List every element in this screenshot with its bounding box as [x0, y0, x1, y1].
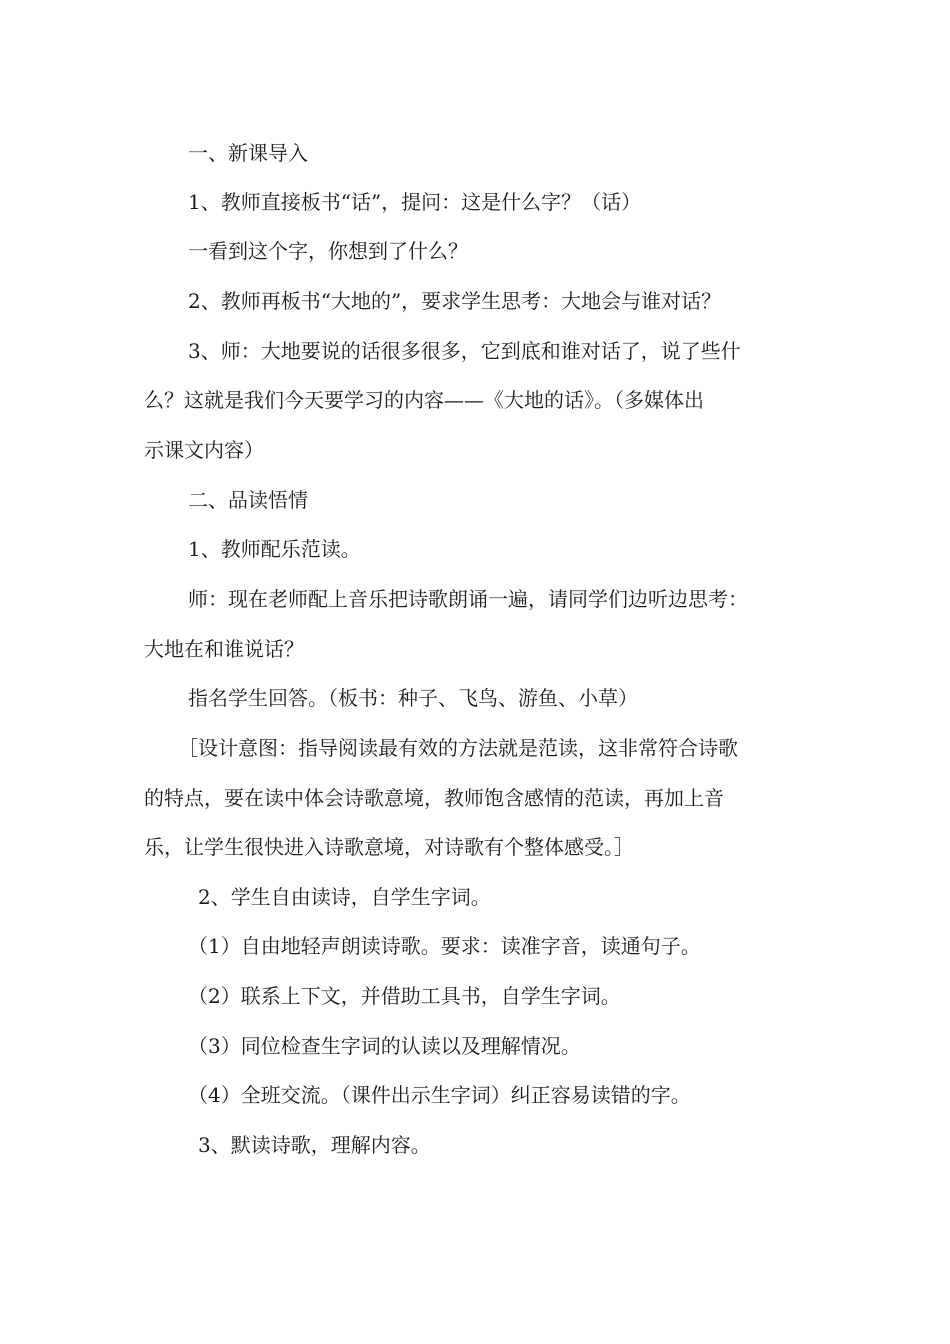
list-item: （1）自由地轻声朗读诗歌。要求：读准字音，读通句子。 [188, 934, 701, 958]
section-heading-intro: 一、新课导入 [188, 141, 308, 165]
paragraph-line: 师：现在老师配上音乐把诗歌朗诵一遍，请同学们边听边思考： [188, 587, 748, 611]
list-item: （2）联系上下文，并借助工具书，自学生字词。 [188, 984, 621, 1008]
design-note-line: 乐，让学生很快进入诗歌意境，对诗歌有个整体感受。］ [144, 835, 634, 859]
paragraph-line: 3、师：大地要说的话很多很多，它到底和谁对话了，说了些什 [188, 339, 741, 363]
list-item: （4）全班交流。（课件出示生字词）纠正容易读错的字。 [188, 1083, 691, 1107]
paragraph-line: 2、教师再板书“大地的”，要求学生思考：大地会与谁对话？ [188, 289, 722, 313]
list-item: （3）同位检查生字词的认读以及理解情况。 [188, 1034, 581, 1058]
paragraph-line: 2、学生自由读诗，自学生字词。 [198, 885, 491, 909]
paragraph-line: 么？这就是我们今天要学习的内容——《大地的话》。（多媒体出 [144, 388, 704, 412]
paragraph-line: 一看到这个字，你想到了什么？ [188, 239, 468, 263]
paragraph-line: 指名学生回答。（板书：种子、飞鸟、游鱼、小草） [188, 686, 638, 710]
paragraph-line: 3、默读诗歌，理解内容。 [198, 1133, 431, 1157]
paragraph-line: 大地在和谁说话？ [144, 637, 304, 661]
paragraph-line: 1、教师配乐范读。 [188, 537, 361, 561]
design-note-line: ［设计意图：指导阅读最有效的方法就是范读，这非常符合诗歌 [178, 736, 738, 760]
design-note-line: 的特点，要在读中体会诗歌意境，教师饱含感情的范读，再加上音 [144, 786, 724, 810]
paragraph-line: 1、教师直接板书“话”，提问：这是什么字？（话） [188, 190, 642, 214]
section-heading-reading: 二、品读悟情 [188, 488, 308, 512]
paragraph-line: 示课文内容） [144, 438, 264, 462]
